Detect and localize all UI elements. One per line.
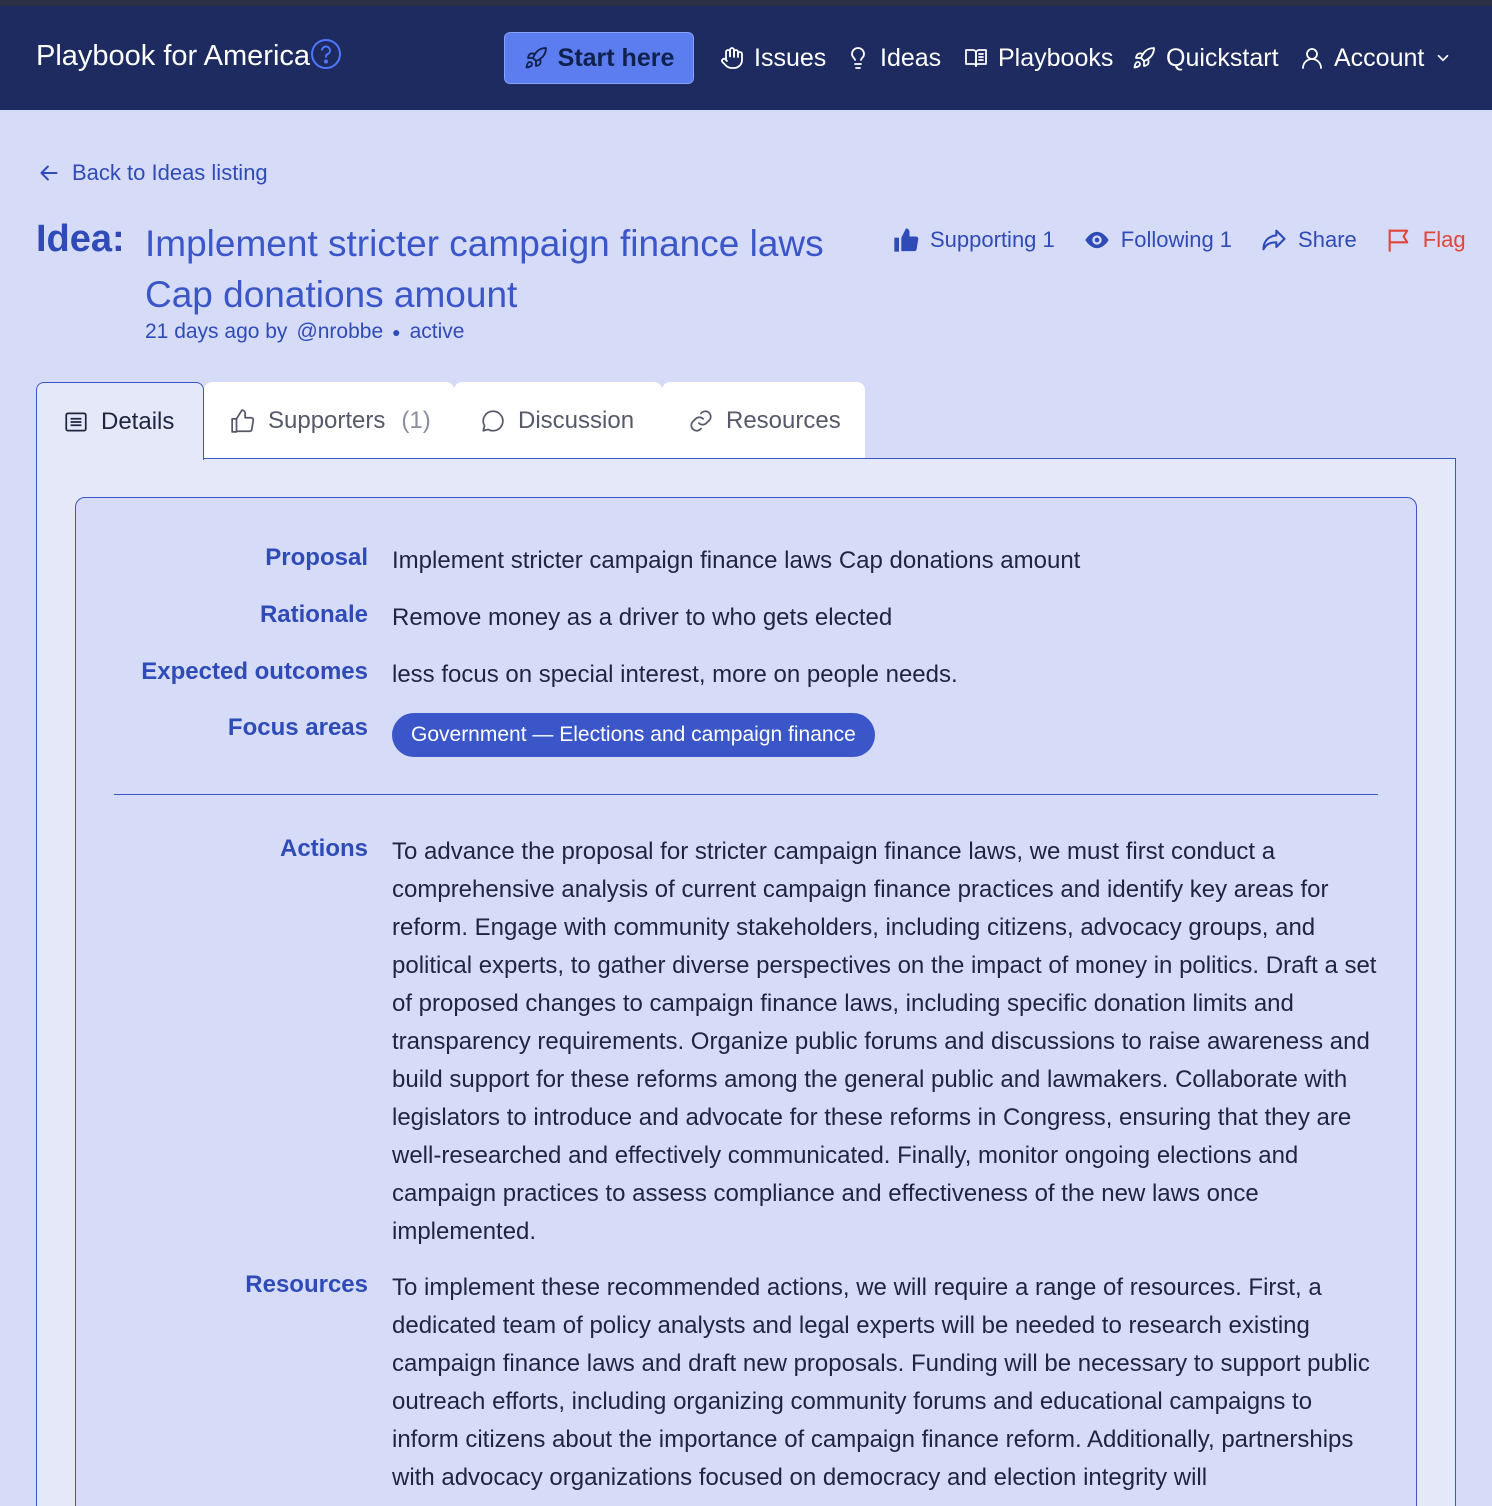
nav-quickstart[interactable] [1132, 32, 1279, 84]
author-link[interactable]: @nrobbe [296, 320, 384, 343]
share-button[interactable] [1260, 226, 1357, 254]
tab-resources[interactable] [662, 382, 865, 460]
rocket-icon [524, 46, 548, 70]
tab-details[interactable] [36, 382, 204, 460]
details-panel [36, 458, 1456, 1506]
tab-details-label: Details [101, 407, 175, 435]
nav-quickstart-label: Quickstart [1166, 43, 1279, 72]
section-divider [114, 794, 1378, 795]
flag-button[interactable] [1385, 226, 1466, 254]
status-badge: active [409, 320, 465, 343]
nav-playbooks[interactable] [964, 32, 1113, 84]
nav-playbooks-label: Playbooks [998, 43, 1114, 72]
resources-value: To implement these recommended actions, we will require a range of resources. First, a dedicated team of policy analysts and legal experts will be needed to research existing campaign finance laws and draft new proposals. Funding will be necessary to support public outreach efforts, including organizing community forums and educational campaigns to inform citizens about the importance of campaign finance reform. Additionally, partnerships with advocacy organizations focused on democracy and election integrity will [392, 1274, 1370, 1491]
nav-ideas[interactable] [846, 32, 941, 84]
user-icon [1300, 46, 1324, 70]
idea-tabs [36, 382, 866, 460]
flag-icon [1385, 226, 1413, 254]
eye-icon [1083, 226, 1111, 254]
arrow-left-icon [36, 160, 62, 186]
idea-meta [145, 320, 464, 344]
outcomes-label: Expected outcomes [141, 658, 368, 685]
chat-icon [480, 408, 506, 434]
outcomes-value: less focus on special interest, more on people needs. [392, 661, 958, 688]
nav-issues[interactable] [720, 32, 826, 84]
start-here-button[interactable] [504, 32, 694, 84]
supporters-count: (1) [401, 407, 431, 434]
nav-account-label: Account [1334, 43, 1425, 72]
proposal-value: Implement stricter campaign finance laws Cap donations amount [392, 547, 1081, 574]
focus-area-tag[interactable]: Government — Elections and campaign finance [392, 713, 875, 757]
thumbs-up-icon [892, 226, 920, 254]
title-line-2: Cap donations amount [145, 274, 518, 315]
back-to-ideas-link[interactable] [36, 160, 268, 186]
start-here-label: Start here [557, 43, 675, 72]
following-button[interactable] [1083, 226, 1232, 254]
supporting-label: Supporting 1 [930, 227, 1055, 252]
tab-resources-label: Resources [726, 407, 841, 434]
actions-label: Actions [279, 835, 368, 862]
rationale-value: Remove money as a driver to who gets elected [392, 604, 893, 631]
share-icon [1260, 226, 1288, 254]
focus-label: Focus areas [227, 714, 368, 741]
thumbs-up-icon [230, 408, 256, 434]
supporting-button[interactable] [892, 226, 1055, 254]
page-title [145, 218, 865, 320]
idea-prefix: Idea: [36, 218, 125, 260]
tab-supporters[interactable] [204, 382, 454, 460]
actions-value: To advance the proposal for stricter campaign finance laws, we must first conduct a comprehensive analysis of current campaign finance practices and identify key areas for reform. Engage with community stakeholders, including citizens, advocacy groups, and political experts, to gather diverse perspectives on the impact of money in politics. Draft a set of proposed changes to campaign finance laws, including specific donation limits and transparency requirements. Organize public forums and discussions to raise awareness and build support for these reforms among the general public and lawmakers. Collaborate with legislators to introduce and advocate for these reforms in Congress, ensuring that they are well-researched and effectively communicated. Finally, monitor ongoing elections and campaign practices to assess compliance and effectiveness of the new laws once implemented. [392, 838, 1377, 1245]
tab-supporters-label: Supporters [268, 407, 386, 434]
nav-account[interactable] [1300, 32, 1452, 84]
rationale-label: Rationale [259, 601, 368, 628]
meta-separator: ● [392, 324, 401, 340]
title-line-1: Implement stricter campaign finance laws [145, 223, 824, 264]
nav-issues-label: Issues [754, 43, 827, 72]
rocket-icon [1132, 46, 1156, 70]
question-circle-icon[interactable] [310, 38, 342, 70]
details-card [75, 497, 1417, 1506]
link-icon [688, 408, 714, 434]
focus-value [392, 713, 1382, 757]
flag-label: Flag [1422, 227, 1466, 252]
nav-ideas-label: Ideas [880, 43, 942, 72]
tab-discussion[interactable] [454, 382, 662, 460]
share-label: Share [1298, 227, 1357, 252]
tab-discussion-label: Discussion [518, 407, 635, 434]
list-icon [63, 409, 89, 435]
following-label: Following 1 [1120, 227, 1233, 252]
chevron-down-icon [1434, 49, 1452, 67]
top-navbar [0, 6, 1492, 110]
resources-label: Resources [245, 1271, 368, 1298]
book-icon [964, 46, 988, 70]
lightbulb-icon [846, 46, 870, 70]
idea-actions [892, 226, 1466, 254]
brand-title[interactable]: Playbook for America [36, 40, 311, 72]
idea-age: 21 days ago by [145, 320, 288, 343]
back-link-label: Back to Ideas listing [72, 160, 268, 185]
proposal-label: Proposal [265, 544, 368, 571]
hand-icon [720, 46, 744, 70]
